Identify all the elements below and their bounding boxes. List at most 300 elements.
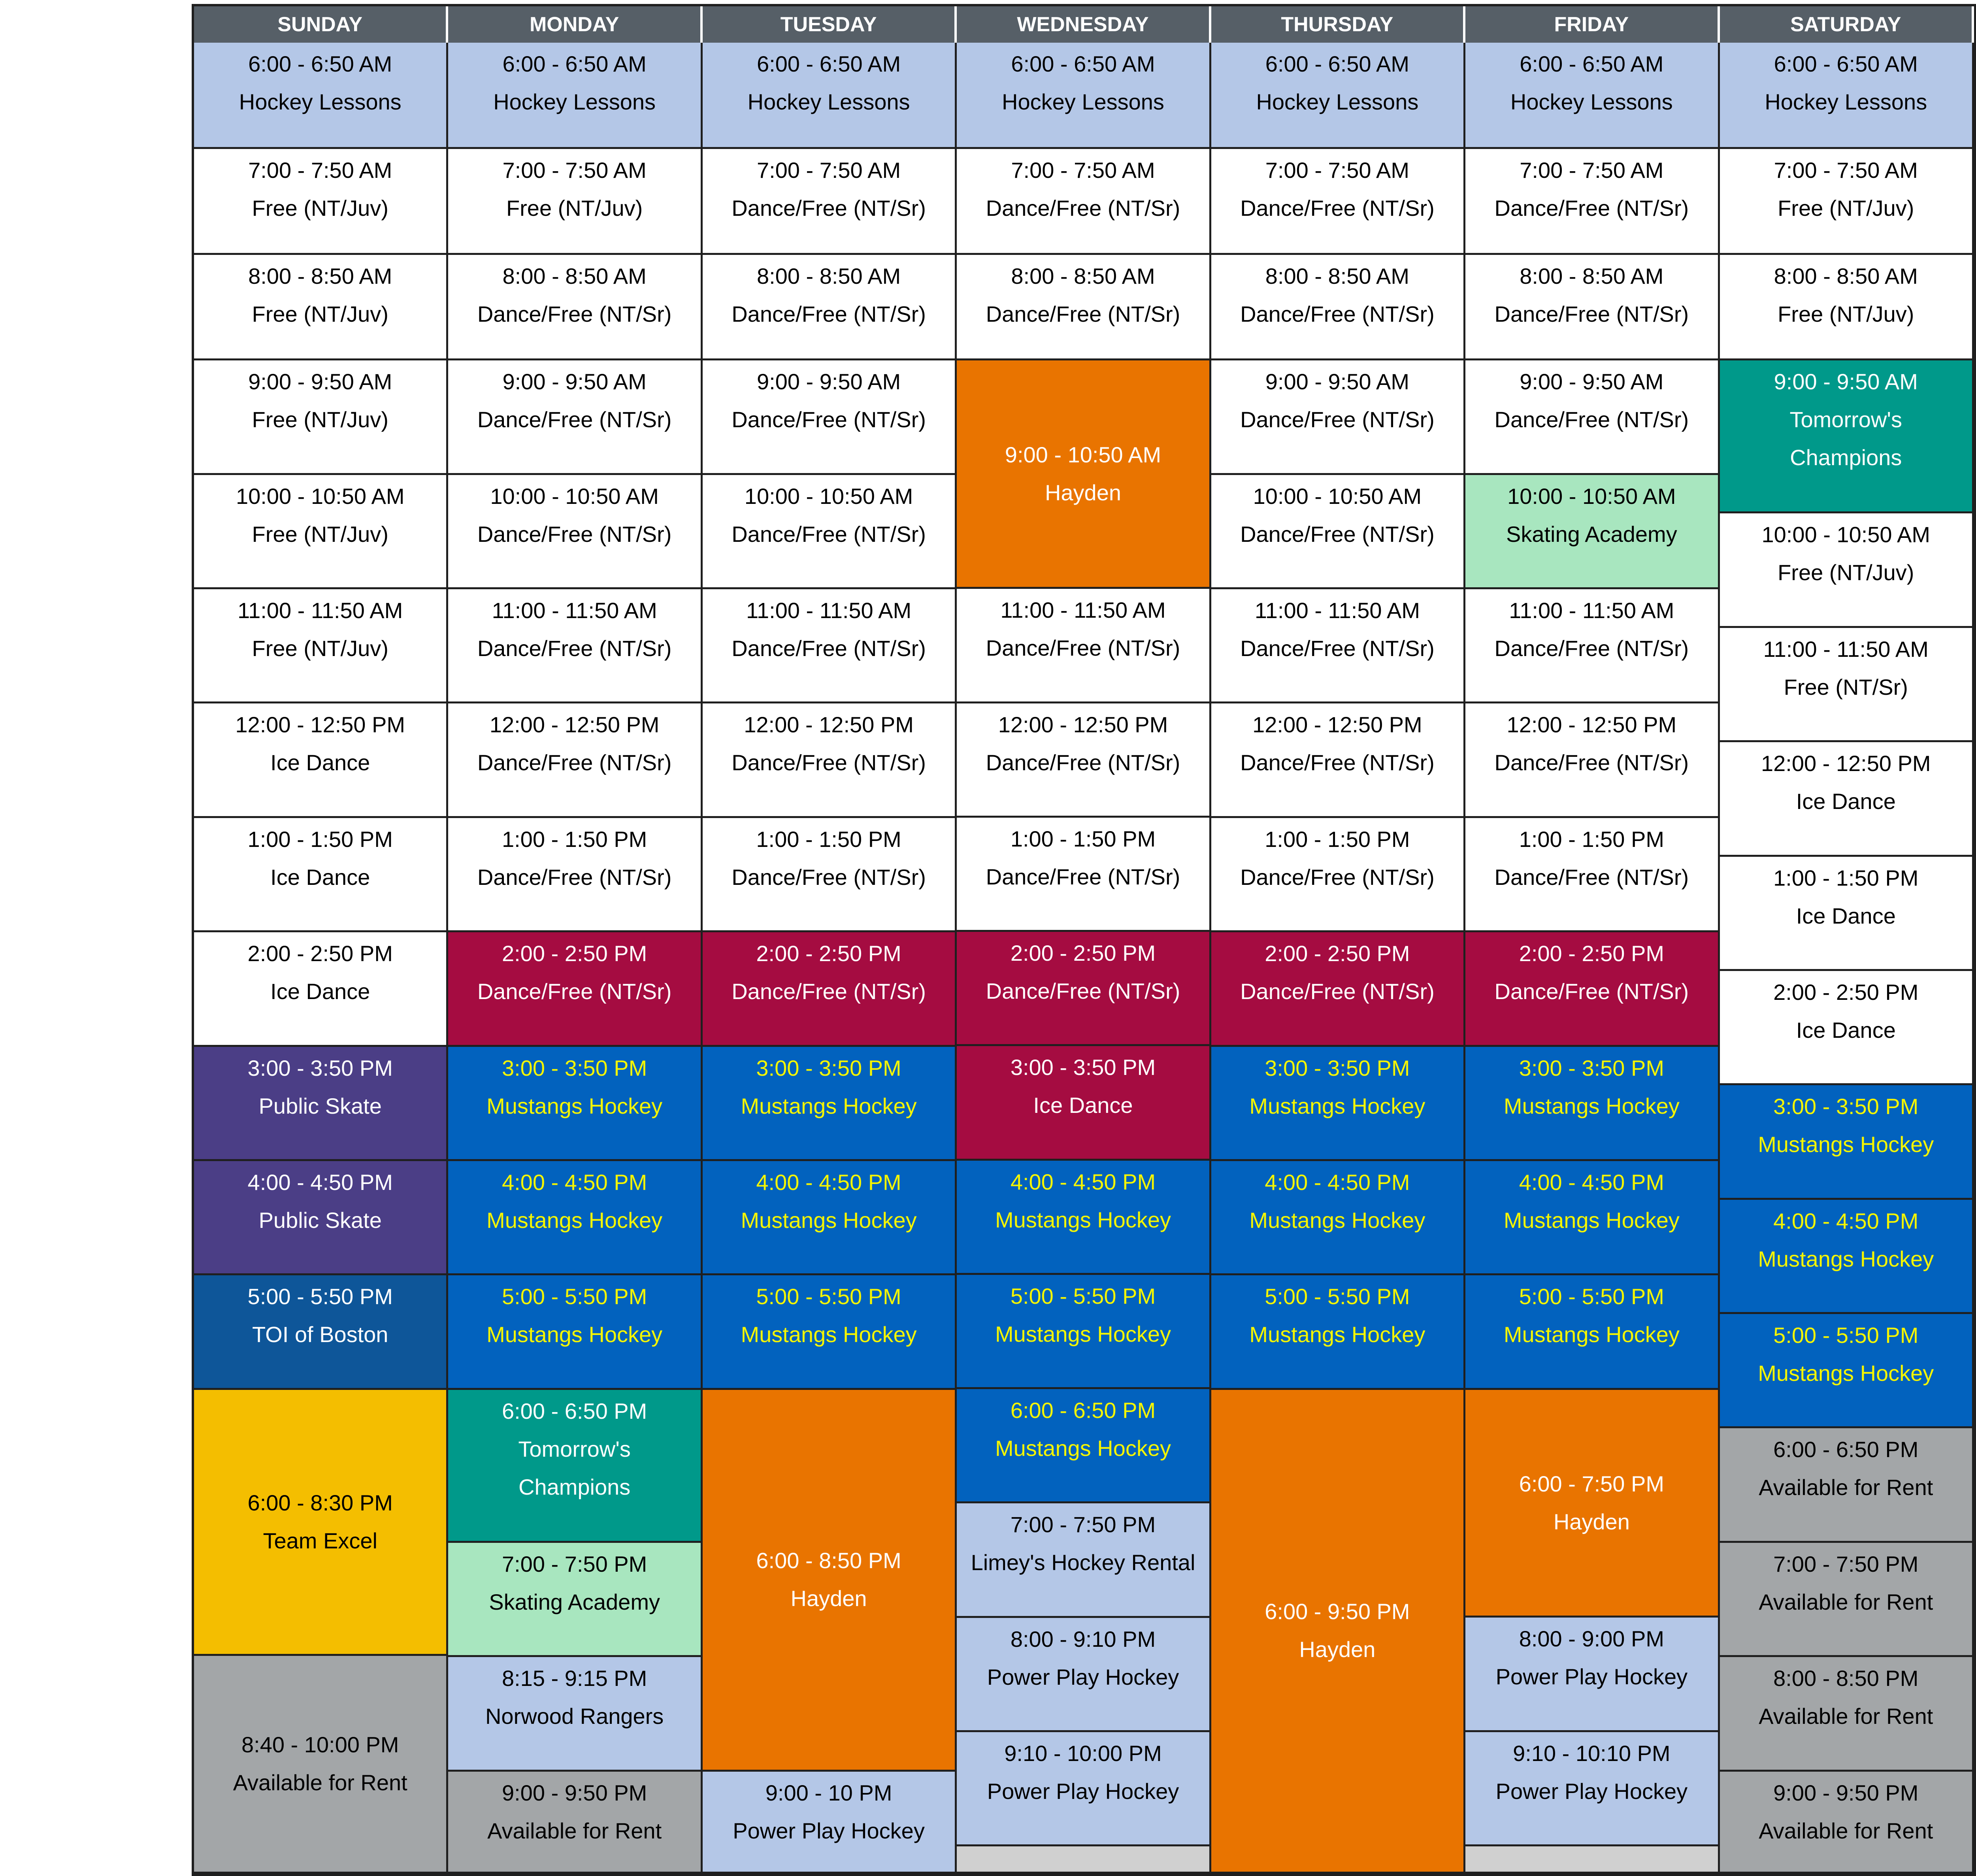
- slot-time: 6:00 - 7:50 PM: [1519, 1471, 1664, 1496]
- slot-label: Dance/Free (NT/Sr): [732, 636, 926, 661]
- slot-label: Skating Academy: [1506, 521, 1677, 547]
- slot-time: 6:00 - 6:50 AM: [1011, 51, 1155, 76]
- slot-label: Hockey Lessons: [1510, 89, 1673, 114]
- day-column-tuesday: [703, 43, 957, 1874]
- slot-label: Mustangs Hockey: [486, 1093, 663, 1118]
- schedule-slot: [1465, 1618, 1720, 1732]
- slot-time: 11:00 - 11:50 AM: [1763, 636, 1929, 662]
- slot-label: Ice Dance: [1796, 789, 1896, 814]
- slot-time: 6:00 - 6:50 PM: [1773, 1437, 1919, 1462]
- slot-label: Dance/Free (NT/Sr): [1494, 750, 1689, 775]
- slot-time: 8:00 - 8:50 AM: [1774, 263, 1918, 288]
- slot-time: 4:00 - 4:50 PM: [1773, 1208, 1919, 1233]
- schedule-slot: [957, 589, 1211, 703]
- schedule-slot: [957, 149, 1211, 255]
- schedule-slot: [448, 149, 702, 255]
- slot-label: Mustangs Hockey: [995, 1436, 1171, 1461]
- schedule-slot: [1211, 818, 1465, 932]
- slot-label: Dance/Free (NT/Sr): [1240, 521, 1435, 547]
- slot-time: 3:00 - 3:50 PM: [1519, 1055, 1664, 1080]
- slot-time: 1:00 - 1:50 PM: [756, 826, 901, 852]
- slot-time: 5:00 - 5:50 PM: [1010, 1283, 1156, 1308]
- schedule-slot: [1211, 589, 1465, 703]
- schedule-slot: [1465, 1161, 1720, 1275]
- slot-label: Hockey Lessons: [239, 89, 402, 114]
- schedule-slot: [1211, 1161, 1465, 1275]
- slot-label: Mustangs Hockey: [1249, 1093, 1425, 1118]
- slot-label-line2: Champions: [519, 1474, 631, 1499]
- slot-time: 6:00 - 6:50 AM: [1774, 51, 1918, 76]
- slot-label: Available for Rent: [1759, 1589, 1933, 1614]
- schedule-slot: [194, 149, 448, 255]
- slot-label: Free (NT/Juv): [1778, 560, 1914, 585]
- slot-label: Dance/Free (NT/Sr): [1494, 636, 1689, 661]
- slot-time: 4:00 - 4:50 PM: [1265, 1169, 1410, 1195]
- slot-time: 10:00 - 10:50 AM: [490, 483, 659, 509]
- slot-time: 1:00 - 1:50 PM: [1265, 826, 1410, 852]
- schedule-slot: [1720, 513, 1974, 628]
- slot-time: 7:00 - 7:50 AM: [248, 158, 392, 183]
- slot-time: 12:00 - 12:50 PM: [235, 712, 405, 737]
- schedule-slot: [957, 1732, 1211, 1846]
- slot-time: 8:00 - 8:50 AM: [248, 263, 392, 288]
- day-column-thursday: [1211, 43, 1465, 1874]
- schedule-slot: [703, 1047, 957, 1161]
- slot-time: 11:00 - 11:50 AM: [1254, 598, 1420, 623]
- slot-time: 8:40 - 10:00 PM: [241, 1732, 399, 1757]
- slot-label: Dance/Free (NT/Sr): [1240, 750, 1435, 775]
- schedule-slot: [957, 1846, 1211, 1874]
- schedule-slot: [448, 1161, 702, 1275]
- slot-label: Mustangs Hockey: [486, 1322, 663, 1347]
- slot-label: Dance/Free (NT/Sr): [732, 196, 926, 221]
- slot-label: Available for Rent: [1759, 1818, 1933, 1843]
- schedule-slot: [1720, 857, 1974, 971]
- schedule-slot: [703, 589, 957, 703]
- schedule-slot: [703, 703, 957, 818]
- schedule-slot: [1720, 43, 1974, 149]
- schedule-slot: [703, 360, 957, 475]
- schedule-slot: [194, 818, 448, 932]
- slot-label: Hayden: [1553, 1509, 1630, 1534]
- slot-label: Free (NT/Juv): [252, 636, 388, 661]
- slot-label: Hockey Lessons: [1002, 89, 1164, 114]
- day-column-wednesday: [957, 43, 1211, 1874]
- schedule-slot: [194, 475, 448, 589]
- slot-label: Tomorrow's: [518, 1436, 631, 1461]
- slot-label: Dance/Free (NT/Sr): [732, 407, 926, 432]
- schedule-slot: [957, 818, 1211, 932]
- schedule-slot: [1465, 589, 1720, 703]
- slot-label: Mustangs Hockey: [1758, 1246, 1934, 1271]
- schedule-slot: [957, 1389, 1211, 1503]
- schedule-slot: [1465, 360, 1720, 475]
- slot-time: 8:00 - 8:50 AM: [756, 263, 901, 288]
- slot-label: Hockey Lessons: [493, 89, 656, 114]
- slot-label: Free (NT/Juv): [1778, 196, 1914, 221]
- slot-label: Dance/Free (NT/Sr): [477, 864, 672, 890]
- slot-time: 11:00 - 11:50 AM: [1509, 598, 1674, 623]
- schedule-slot: [1211, 43, 1465, 149]
- schedule-slot: [1465, 703, 1720, 818]
- schedule-slot: [703, 149, 957, 255]
- slot-label: Free (NT/Sr): [1784, 674, 1908, 699]
- slot-time: 9:10 - 10:00 PM: [1004, 1740, 1162, 1766]
- slot-time: 8:00 - 9:00 PM: [1519, 1626, 1664, 1652]
- slot-label: Free (NT/Juv): [252, 521, 388, 547]
- slot-time: 2:00 - 2:50 PM: [502, 941, 647, 966]
- slot-label: Dance/Free (NT/Sr): [1494, 407, 1689, 432]
- slot-time: 8:00 - 8:50 AM: [1265, 263, 1410, 288]
- schedule-slot: [448, 255, 702, 360]
- slot-time: 6:00 - 9:50 PM: [1265, 1599, 1410, 1624]
- schedule-slot: [957, 1503, 1211, 1618]
- schedule-slot: [1465, 1275, 1720, 1390]
- slot-label: Dance/Free (NT/Sr): [1494, 979, 1689, 1004]
- slot-time: 3:00 - 3:50 PM: [502, 1055, 647, 1080]
- slot-time: 8:00 - 8:50 AM: [1520, 263, 1664, 288]
- slot-time: 5:00 - 5:50 PM: [247, 1284, 393, 1309]
- slot-time: 8:00 - 8:50 PM: [1773, 1666, 1919, 1691]
- slot-time: 6:00 - 6:50 PM: [502, 1398, 647, 1423]
- slot-time: 9:00 - 10:50 AM: [1005, 442, 1161, 467]
- schedule-slot: [1211, 255, 1465, 360]
- slot-label: Mustangs Hockey: [1503, 1207, 1680, 1233]
- slot-time: 6:00 - 6:50 PM: [1010, 1398, 1156, 1423]
- schedule-slot: [448, 1275, 702, 1390]
- slot-label: Dance/Free (NT/Sr): [477, 301, 672, 326]
- slot-label: Hayden: [790, 1586, 867, 1611]
- slot-time: 1:00 - 1:50 PM: [502, 826, 647, 852]
- slot-label: Hockey Lessons: [1765, 89, 1927, 114]
- slot-time: 6:00 - 6:50 AM: [756, 51, 901, 76]
- slot-time: 5:00 - 5:50 PM: [1519, 1284, 1664, 1309]
- slot-time: 12:00 - 12:50 PM: [1507, 712, 1677, 737]
- slot-time: 4:00 - 4:50 PM: [1010, 1169, 1156, 1194]
- schedule-slot: [703, 255, 957, 360]
- schedule-slot: [1211, 1047, 1465, 1161]
- schedule-slot: [448, 932, 702, 1046]
- schedule-slot: [194, 703, 448, 818]
- slot-time: 6:00 - 8:50 PM: [756, 1548, 901, 1573]
- schedule-slot: [1465, 1047, 1720, 1161]
- slot-time: 3:00 - 3:50 PM: [1010, 1055, 1156, 1080]
- slot-label: Hayden: [1299, 1637, 1376, 1662]
- slot-time: 7:00 - 7:50 AM: [1774, 158, 1918, 183]
- schedule-slot: [957, 360, 1211, 589]
- slot-label: Ice Dance: [270, 864, 370, 890]
- slot-time: 4:00 - 4:50 PM: [756, 1169, 901, 1195]
- slot-label: Hockey Lessons: [747, 89, 910, 114]
- slot-label: Mustangs Hockey: [741, 1093, 917, 1118]
- slot-label: Ice Dance: [1796, 1017, 1896, 1043]
- day-header-monday: MONDAY: [448, 6, 702, 43]
- slot-label: Mustangs Hockey: [741, 1207, 917, 1233]
- schedule-slot: [1720, 1657, 1974, 1771]
- slot-label: Dance/Free (NT/Sr): [1240, 407, 1435, 432]
- slot-time: 4:00 - 4:50 PM: [502, 1169, 647, 1195]
- schedule-slot: [703, 1161, 957, 1275]
- slot-label: Dance/Free (NT/Sr): [986, 750, 1180, 775]
- slot-time: 8:15 - 9:15 PM: [502, 1666, 647, 1691]
- schedule-slot: [957, 255, 1211, 360]
- slot-time: 4:00 - 4:50 PM: [247, 1169, 393, 1195]
- schedule-slot: [1720, 1314, 1974, 1428]
- slot-time: 6:00 - 6:50 AM: [502, 51, 647, 76]
- slot-time: 9:00 - 9:50 AM: [1265, 369, 1410, 394]
- slot-label: Norwood Rangers: [485, 1704, 664, 1729]
- schedule-slot: [957, 932, 1211, 1046]
- slot-time: 11:00 - 11:50 AM: [238, 598, 403, 623]
- day-column-saturday: [1720, 43, 1974, 1874]
- schedule-slot: [703, 475, 957, 589]
- slot-label: Dance/Free (NT/Sr): [986, 301, 1180, 326]
- slot-label: Mustangs Hockey: [1758, 1361, 1934, 1386]
- slot-label-line2: Champions: [1790, 445, 1902, 470]
- schedule-slot: [1211, 703, 1465, 818]
- slot-label: Mustangs Hockey: [486, 1207, 663, 1233]
- slot-label: TOI of Boston: [252, 1322, 388, 1347]
- slot-label: Mustangs Hockey: [1503, 1322, 1680, 1347]
- slot-label: Ice Dance: [1033, 1093, 1133, 1118]
- weekly-schedule-grid: [192, 4, 1976, 1876]
- slot-label: Dance/Free (NT/Sr): [477, 407, 672, 432]
- slot-time: 9:00 - 9:50 AM: [248, 369, 392, 394]
- day-header-sunday: SUNDAY: [194, 6, 448, 43]
- schedule-slot: [1720, 971, 1974, 1085]
- slot-label: Available for Rent: [233, 1770, 407, 1795]
- slot-time: 5:00 - 5:50 PM: [502, 1284, 647, 1309]
- schedule-slot: [1211, 1390, 1465, 1874]
- schedule-slot: [1211, 360, 1465, 475]
- slot-label: Public Skate: [258, 1093, 382, 1118]
- slot-time: 7:00 - 7:50 PM: [1773, 1551, 1919, 1576]
- slot-time: 10:00 - 10:50 AM: [1761, 522, 1931, 547]
- slot-label: Public Skate: [258, 1207, 382, 1233]
- slot-time: 10:00 - 10:50 AM: [744, 483, 913, 509]
- schedule-slot: [448, 1772, 702, 1874]
- schedule-slot: [1720, 628, 1974, 742]
- slot-label: Ice Dance: [1796, 903, 1896, 928]
- slot-time: 9:00 - 9:50 PM: [1773, 1780, 1919, 1805]
- slot-label: Ice Dance: [270, 750, 370, 775]
- slot-time: 12:00 - 12:50 PM: [1252, 712, 1422, 737]
- slot-time: 2:00 - 2:50 PM: [247, 941, 393, 966]
- slot-time: 8:00 - 9:10 PM: [1010, 1626, 1156, 1652]
- day-column-sunday: [194, 43, 448, 1874]
- slot-time: 2:00 - 2:50 PM: [1265, 941, 1410, 966]
- schedule-slot: [448, 1047, 702, 1161]
- slot-time: 4:00 - 4:50 PM: [1519, 1169, 1664, 1195]
- slot-time: 7:00 - 7:50 PM: [1010, 1512, 1156, 1537]
- day-column-monday: [448, 43, 702, 1874]
- slot-label: Free (NT/Juv): [252, 196, 388, 221]
- schedule-slot: [1211, 475, 1465, 589]
- schedule-slot: [1720, 1543, 1974, 1657]
- slot-time: 5:00 - 5:50 PM: [756, 1284, 901, 1309]
- slot-time: 7:00 - 7:50 AM: [1011, 158, 1155, 183]
- schedule-slot: [1465, 149, 1720, 255]
- day-header-friday: FRIDAY: [1465, 6, 1720, 43]
- slot-time: 12:00 - 12:50 PM: [998, 712, 1168, 737]
- schedule-slot: [1465, 1390, 1720, 1618]
- slot-time: 9:00 - 9:50 AM: [1520, 369, 1664, 394]
- schedule-slot: [1465, 255, 1720, 360]
- schedule-slot: [194, 1656, 448, 1874]
- slot-label: Dance/Free (NT/Sr): [1240, 864, 1435, 890]
- slot-label: Tomorrow's: [1789, 407, 1902, 432]
- schedule-slot: [1720, 1428, 1974, 1542]
- schedule-slot: [194, 1047, 448, 1161]
- slot-time: 9:00 - 9:50 AM: [502, 369, 647, 394]
- day-header-tuesday: TUESDAY: [703, 6, 957, 43]
- slot-time: 6:00 - 6:50 AM: [1520, 51, 1664, 76]
- schedule-slot: [957, 703, 1211, 818]
- slot-label: Ice Dance: [270, 979, 370, 1004]
- slot-time: 3:00 - 3:50 PM: [1265, 1055, 1410, 1080]
- schedule-slot: [1211, 149, 1465, 255]
- schedule-slot: [1465, 818, 1720, 932]
- slot-time: 9:00 - 10 PM: [765, 1780, 892, 1805]
- slot-label: Dance/Free (NT/Sr): [732, 521, 926, 547]
- schedule-slot: [448, 1543, 702, 1657]
- slot-label: Dance/Free (NT/Sr): [986, 979, 1180, 1004]
- day-header-wednesday: WEDNESDAY: [957, 6, 1211, 43]
- schedule-slot: [194, 589, 448, 703]
- schedule-slot: [448, 589, 702, 703]
- slot-label: Power Play Hockey: [987, 1778, 1179, 1804]
- schedule-slot: [1720, 255, 1974, 360]
- slot-label: Dance/Free (NT/Sr): [477, 636, 672, 661]
- slot-time: 8:00 - 8:50 AM: [1011, 263, 1155, 288]
- schedule-slot: [703, 1275, 957, 1390]
- schedule-slot: [957, 43, 1211, 149]
- slot-label: Available for Rent: [1759, 1475, 1933, 1500]
- slot-time: 9:10 - 10:10 PM: [1513, 1740, 1671, 1766]
- schedule-slot: [1720, 1772, 1974, 1874]
- slot-label: Mustangs Hockey: [1249, 1322, 1425, 1347]
- slot-time: 3:00 - 3:50 PM: [1773, 1094, 1919, 1119]
- schedule-slot: [1720, 1200, 1974, 1314]
- schedule-slot: [957, 1161, 1211, 1275]
- slot-label: Mustangs Hockey: [995, 1321, 1171, 1346]
- slot-time: 5:00 - 5:50 PM: [1773, 1323, 1919, 1348]
- slot-label: Mustangs Hockey: [995, 1207, 1171, 1232]
- slot-label: Mustangs Hockey: [1249, 1207, 1425, 1233]
- schedule-slot: [448, 475, 702, 589]
- slot-time: 2:00 - 2:50 PM: [756, 941, 901, 966]
- slot-time: 11:00 - 11:50 AM: [492, 598, 657, 623]
- slot-label: Dance/Free (NT/Sr): [732, 979, 926, 1004]
- slot-label: Mustangs Hockey: [1758, 1132, 1934, 1157]
- slot-time: 5:00 - 5:50 PM: [1265, 1284, 1410, 1309]
- schedule-slot: [194, 43, 448, 149]
- slot-time: 10:00 - 10:50 AM: [1507, 483, 1676, 509]
- slot-label: Dance/Free (NT/Sr): [1240, 636, 1435, 661]
- schedule-slot: [194, 1161, 448, 1275]
- slot-time: 7:00 - 7:50 AM: [1520, 158, 1664, 183]
- slot-label: Dance/Free (NT/Sr): [1240, 301, 1435, 326]
- slot-time: 1:00 - 1:50 PM: [1519, 826, 1664, 852]
- slot-time: 3:00 - 3:50 PM: [756, 1055, 901, 1080]
- schedule-slot: [448, 1657, 702, 1771]
- day-column-friday: [1465, 43, 1720, 1874]
- slot-time: 10:00 - 10:50 AM: [236, 483, 405, 509]
- slot-label: Available for Rent: [1759, 1704, 1933, 1729]
- slot-label: Free (NT/Juv): [506, 196, 643, 221]
- slot-label: Available for Rent: [487, 1818, 662, 1843]
- slot-time: 7:00 - 7:50 AM: [502, 158, 647, 183]
- slot-label: Dance/Free (NT/Sr): [732, 864, 926, 890]
- slot-time: 7:00 - 7:50 AM: [1265, 158, 1410, 183]
- slot-time: 9:00 - 9:50 AM: [1774, 369, 1918, 394]
- schedule-slot: [957, 1046, 1211, 1160]
- slot-time: 2:00 - 2:50 PM: [1010, 941, 1156, 966]
- slot-time: 12:00 - 12:50 PM: [1761, 751, 1931, 776]
- slot-label: Dance/Free (NT/Sr): [1494, 301, 1689, 326]
- slot-label: Dance/Free (NT/Sr): [986, 196, 1180, 221]
- schedule-slot: [1720, 1085, 1974, 1199]
- slot-time: 10:00 - 10:50 AM: [1253, 483, 1422, 509]
- slot-label: Dance/Free (NT/Sr): [477, 979, 672, 1004]
- schedule-slot: [703, 1390, 957, 1772]
- schedule-slot: [1465, 43, 1720, 149]
- schedule-slot: [1720, 360, 1974, 513]
- slot-label: Free (NT/Juv): [1778, 301, 1914, 326]
- slot-time: 7:00 - 7:50 PM: [502, 1551, 647, 1576]
- schedule-slot: [1720, 742, 1974, 856]
- schedule-slot: [194, 1390, 448, 1656]
- schedule-slot: [957, 1618, 1211, 1732]
- schedule-slot: [194, 1275, 448, 1390]
- schedule-slot: [1465, 932, 1720, 1046]
- slot-label: Dance/Free (NT/Sr): [477, 521, 672, 547]
- slot-label: Team Excel: [263, 1528, 377, 1553]
- slot-label: Dance/Free (NT/Sr): [1240, 979, 1435, 1004]
- schedule-slot: [703, 43, 957, 149]
- schedule-slot: [448, 1390, 702, 1543]
- slot-label: Hockey Lessons: [1256, 89, 1419, 114]
- slot-label: Power Play Hockey: [987, 1664, 1179, 1689]
- schedule-slot: [194, 255, 448, 360]
- slot-time: 2:00 - 2:50 PM: [1773, 979, 1919, 1005]
- slot-time: 1:00 - 1:50 PM: [1010, 826, 1156, 851]
- slot-time: 11:00 - 11:50 AM: [746, 598, 912, 623]
- schedule-slot: [957, 1275, 1211, 1389]
- schedule-slot: [703, 1772, 957, 1874]
- schedule-slot: [1720, 149, 1974, 255]
- slot-time: 1:00 - 1:50 PM: [1773, 865, 1919, 890]
- schedule-slot: [194, 360, 448, 475]
- slot-label: Power Play Hockey: [1495, 1778, 1688, 1804]
- slot-time: 12:00 - 12:50 PM: [744, 712, 914, 737]
- slot-label: Dance/Free (NT/Sr): [477, 750, 672, 775]
- slot-label: Free (NT/Juv): [252, 301, 388, 326]
- slot-label: Hayden: [1045, 480, 1121, 505]
- schedule-slot: [1465, 1732, 1720, 1846]
- slot-time: 11:00 - 11:50 AM: [1000, 598, 1166, 623]
- slot-label: Dance/Free (NT/Sr): [1240, 196, 1435, 221]
- slot-time: 8:00 - 8:50 AM: [502, 263, 647, 288]
- slot-time: 1:00 - 1:50 PM: [247, 826, 393, 852]
- day-header-row: [194, 6, 1974, 43]
- schedule-slot: [703, 932, 957, 1046]
- slot-label: Skating Academy: [489, 1589, 660, 1614]
- slot-time: 2:00 - 2:50 PM: [1519, 941, 1664, 966]
- schedule-slot: [448, 818, 702, 932]
- schedule-slot: [1465, 475, 1720, 589]
- slot-label: Mustangs Hockey: [741, 1322, 917, 1347]
